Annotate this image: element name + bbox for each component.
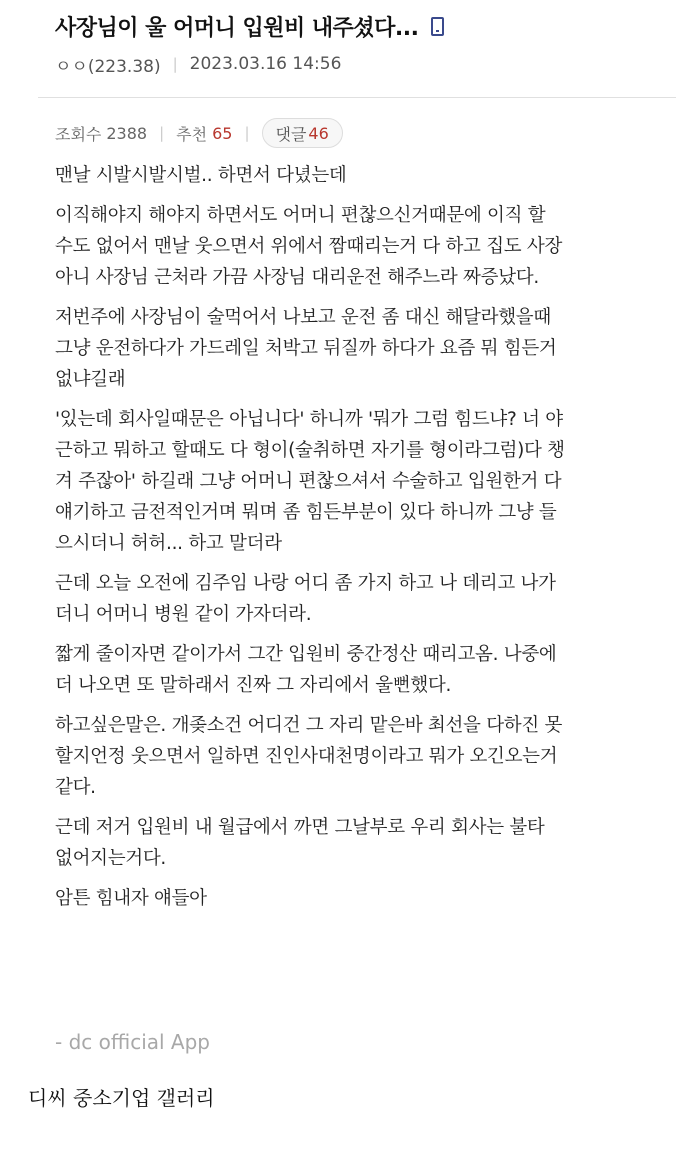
paragraph-line: 근하고 뭐하고 할때도 다 형이(술취하면 자기를 형이라그럼)다 챙 xyxy=(55,440,565,461)
post-paragraph xyxy=(55,200,680,293)
meta-separator: | xyxy=(172,55,178,73)
app-signature: - dc official App xyxy=(55,1030,210,1054)
stats-separator: | xyxy=(159,124,165,142)
post-paragraph xyxy=(55,302,680,395)
paragraph-line: 근데 저거 입원비 내 월급에서 까면 그날부로 우리 회사는 불타 xyxy=(55,817,545,838)
paragraph-line: 아니 사장님 근처라 가끔 사장님 대리운전 해주느라 짜증났다. xyxy=(55,267,539,288)
post-title-row xyxy=(55,8,444,44)
paragraph-line: 으시더니 허허... 하고 말더라 xyxy=(55,533,282,554)
paragraph-line: 그냥 운전하다가 가드레일 처박고 뒤질까 하다가 요즘 뭐 힘든거 xyxy=(55,338,557,359)
post-paragraph xyxy=(55,639,680,701)
stats-separator: | xyxy=(244,124,250,142)
comments-label: 댓글 xyxy=(275,124,307,144)
paragraph-line: 하고싶은말은. 개좆소건 어디건 그 자리 맡은바 최선을 다하진 못 xyxy=(55,715,563,736)
paragraph-line: 더 나오면 또 말하래서 진짜 그 자리에서 울뻔했다. xyxy=(55,675,452,696)
paragraph-line: 암튼 힘내자 얘들아 xyxy=(55,888,207,909)
comments-button[interactable] xyxy=(262,118,343,148)
post-paragraph xyxy=(55,160,680,191)
post-datetime: 2023.03.16 14:56 xyxy=(189,54,342,74)
comments-count: 46 xyxy=(308,123,329,143)
post-paragraph xyxy=(55,404,680,559)
header-divider xyxy=(38,97,676,98)
paragraph-line: 더니 어머니 병원 같이 가자더라. xyxy=(55,604,312,625)
paragraph-line: 얘기하고 금전적인거며 뭐며 좀 힘든부분이 있다 하니까 그냥 들 xyxy=(55,502,557,523)
mobile-phone-icon xyxy=(431,17,444,36)
paragraph-line: 할지언정 웃으면서 일하면 진인사대천명이라고 뭐가 오긴오는거 xyxy=(55,746,558,767)
paragraph-line: 근데 오늘 오전에 김주임 나랑 어디 좀 가지 하고 나 데리고 나가 xyxy=(55,573,556,594)
recommend-count: 65 xyxy=(212,123,233,143)
post-title[interactable]: 사장님이 울 어머니 입원비 내주셨다... xyxy=(55,15,419,41)
views-count: 2388 xyxy=(106,123,148,143)
post-paragraph xyxy=(55,568,680,630)
gallery-caption: 디씨 중소기업 갤러리 xyxy=(28,1086,215,1110)
paragraph-line: 이직해야지 해야지 하면서도 어머니 편찮으신거때문에 이직 할 xyxy=(55,205,546,226)
post-body xyxy=(55,160,680,923)
paragraph-line: '있는데 회사일때문은 아닙니다' 하니까 '뭐가 그럼 힘드냐? 너 야 xyxy=(55,409,563,430)
paragraph-line: 짧게 줄이자면 같이가서 그간 입원비 중간정산 때리고옴. 나중에 xyxy=(55,644,557,665)
post-stats xyxy=(55,117,343,149)
paragraph-line: 저번주에 사장님이 술먹어서 나보고 운전 좀 대신 해달라했을때 xyxy=(55,307,551,328)
author-name[interactable]: ㅇㅇ(223.38) xyxy=(55,56,161,77)
post-paragraph xyxy=(55,883,680,914)
paragraph-line: 수도 없어서 맨날 웃으면서 위에서 짬때리는거 다 하고 집도 사장 xyxy=(55,236,563,257)
paragraph-line: 없냐길래 xyxy=(55,369,126,390)
paragraph-line: 겨 주잖아' 하길래 그냥 어머니 편찮으셔서 수술하고 입원한거 다 xyxy=(55,471,562,492)
post-paragraph xyxy=(55,710,680,803)
post-meta xyxy=(55,52,341,76)
paragraph-line: 같다. xyxy=(55,777,96,798)
paragraph-line: 맨날 시발시발시벌.. 하면서 다녔는데 xyxy=(55,165,347,186)
post-paragraph xyxy=(55,812,680,874)
views-label: 조회수 xyxy=(55,124,102,144)
recommend-label: 추천 xyxy=(176,124,208,144)
paragraph-line: 없어지는거다. xyxy=(55,848,167,869)
